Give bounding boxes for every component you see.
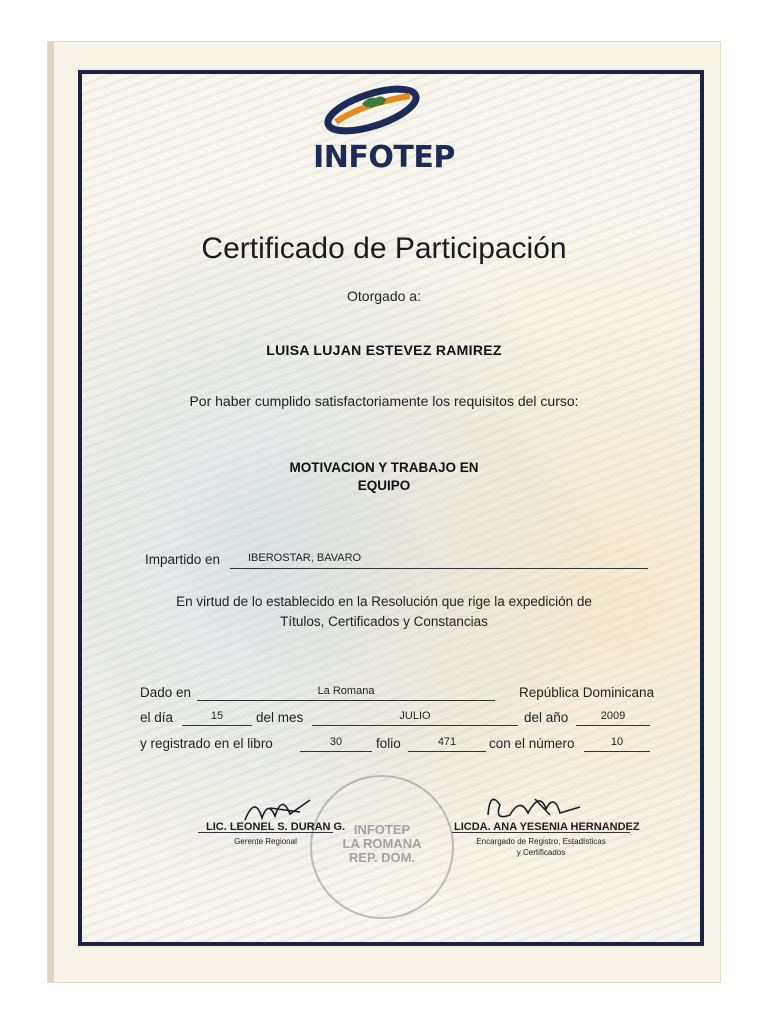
paper-edge <box>48 42 54 982</box>
given-label: Dado en <box>140 685 192 700</box>
right-signer-name: LICDA. ANA YESENIA HERNANDEZ <box>454 821 640 833</box>
day-label: el día <box>140 710 174 725</box>
taught-label: Impartido en <box>145 552 221 567</box>
number-underline <box>584 751 650 752</box>
folio-value: 471 <box>437 736 457 748</box>
taught-underline <box>230 568 648 569</box>
resolution-line-1: En virtud de lo establecido en la Resolución que rige la expedición de <box>176 594 592 609</box>
course-line-1: MOTIVACION Y TRABAJO EN <box>289 460 479 475</box>
stamp-text-1: INFOTEP <box>353 822 411 837</box>
left-signer-role: Gerente Regional <box>234 837 297 846</box>
given-value: La Romana <box>317 685 375 697</box>
stamp-text-2: LA ROMANA <box>342 836 422 851</box>
infotep-logo-icon <box>322 82 422 138</box>
official-stamp <box>310 775 454 919</box>
number-value: 10 <box>610 736 624 748</box>
course-name <box>0 459 768 495</box>
certificate-title: Certificado de Participación <box>201 232 567 265</box>
right-role-line-1: Encargado de Registro, Estadísticas <box>476 837 606 846</box>
taught-value: IBEROSTAR, BAVARO <box>248 552 362 564</box>
given-underline <box>197 700 495 701</box>
book-underline <box>300 751 372 752</box>
course-line-2: EQUIPO <box>357 478 411 493</box>
book-value: 30 <box>329 736 343 748</box>
intro-text: Por haber cumplido satisfactoriamente los requisitos del curso: <box>189 393 579 409</box>
year-label: del año <box>524 710 569 725</box>
year-underline <box>576 725 650 726</box>
resolution-line-2: Títulos, Certificados y Constancias <box>280 614 488 629</box>
brand-name: INFOTEP <box>313 140 455 175</box>
month-value: JULIO <box>399 710 431 722</box>
year-value: 2009 <box>600 710 626 722</box>
country-label: República Dominicana <box>519 685 655 700</box>
folio-underline <box>408 751 486 752</box>
recipient-name: LUISA LUJAN ESTEVEZ RAMIREZ <box>266 342 502 358</box>
book-label: y registrado en el libro <box>140 736 273 751</box>
day-underline <box>182 725 252 726</box>
stamp-text-3: REP. DOM. <box>348 850 416 865</box>
month-underline <box>312 725 518 726</box>
folio-label: folio <box>376 736 401 751</box>
resolution-text <box>0 592 768 632</box>
month-label: del mes <box>256 710 304 725</box>
number-label: con el número <box>489 736 575 751</box>
left-signer-name: LIC. LEONEL S. DURAN G. <box>206 821 346 833</box>
right-role-line-2: y Certificados <box>516 848 566 857</box>
awarded-label: Otorgado a: <box>347 288 421 304</box>
right-signer-role <box>452 836 630 858</box>
day-value: 15 <box>210 710 224 722</box>
